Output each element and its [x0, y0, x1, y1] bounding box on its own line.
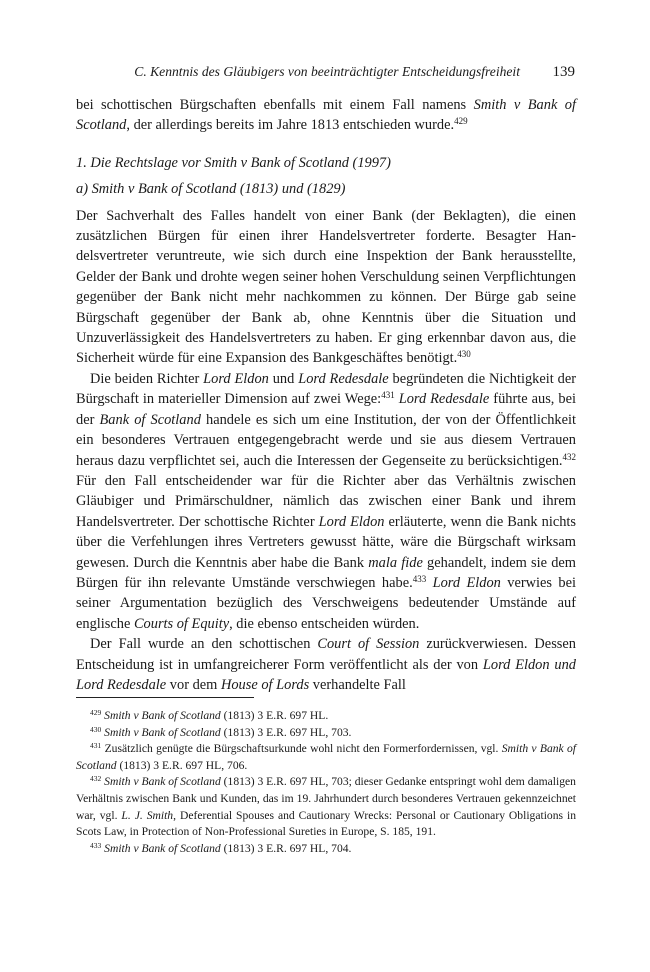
text-run: und — [268, 370, 299, 387]
case-name: Smith v Bank of Scotland — [104, 841, 221, 855]
case-name: Smith v Bank of Scotland — [76, 742, 577, 772]
footnote-ref: 429 — [454, 116, 468, 127]
text-run: verwies bei seiner Argumentation bezüglich des Verschweigens bedeutender Umstände auf englische — [76, 574, 577, 632]
text-run: verhandelte Fall — [309, 676, 406, 693]
case-name: Smith v Bank of Scotland — [76, 97, 576, 134]
text-run: , der allerdings bereits im Jahre 1813 entschieden wurde. — [126, 117, 455, 134]
court-name: House of Lords — [220, 676, 310, 693]
judge-name: Lord Redesdale — [298, 370, 389, 387]
text-run: Die beiden Richter — [90, 370, 204, 387]
text-run: vor dem — [166, 676, 221, 693]
intro-paragraph — [76, 95, 576, 136]
section-heading: 1. Die Rechtslage vor Smith v Bank of Scotland (1997) — [76, 154, 391, 171]
footnote-ref: 433 — [412, 573, 427, 584]
footnotes — [76, 708, 576, 857]
text-run: gehandelt, indem sie dem Bürgen für ihn relevante Umstände verschwiegen habe. — [76, 554, 576, 591]
footnote-number: 432 — [90, 774, 102, 784]
judge-name: Lord Redesdale — [398, 391, 490, 408]
footnote-number: 431 — [90, 741, 102, 751]
footnote — [76, 725, 576, 742]
text-run: (1813) 3 E.R. 697 HL, 703; dieser Gedanke entspringt wohl dem damaligen Verhältnis zwischen Bank und Kunden, das im 19. Jahrhundert durch besonderes Vertrauen gekennzeichnet war, vgl. — [76, 775, 576, 822]
paragraph-reasoning — [76, 369, 576, 634]
judge-name: Lord Eldon — [432, 574, 501, 591]
text-run: handele es sich um eine Institution, der von der Öffentlichkeit ein besonderes Vertrauen entgegengebracht werde und sie aus diesem Vertrauen heraus dazu verpflichtet sei, auch die Interessen der Gegenseite zu berücksichtigen. — [76, 411, 576, 469]
footnote-ref: 431 — [381, 390, 395, 401]
text-run: begründeten die Nichtigkeit der Bürgschaft in materieller Dimension auf zwei Wege: — [76, 370, 576, 408]
case-name: Smith v Bank of Scotland — [104, 709, 221, 722]
court-name: Court of Session — [317, 636, 420, 653]
page-number: 139 — [552, 64, 575, 80]
paragraph-facts — [76, 206, 576, 369]
text-run: bei schottischen Bürgschaften ebenfalls mit einem Fall namens — [76, 97, 474, 113]
text-run: (1813) 3 E.R. 697 HL. — [220, 709, 329, 722]
judge-name: Lord Eldon — [203, 370, 269, 387]
footnote — [76, 741, 576, 774]
main-text — [76, 95, 576, 695]
footnote — [76, 841, 576, 858]
text-run: zurückverwiesen. Dessen Entscheidung ist in umfangreicherer Form veröffentlicht als der von — [76, 636, 576, 673]
case-name: Smith v Bank of Scotland — [104, 775, 221, 789]
judge-names: Lord Eldon und Lord Redesdale — [76, 656, 576, 693]
footnote-separator — [76, 697, 254, 698]
footnote-ref: 432 — [562, 451, 576, 462]
text-run: , Deferential Spouses and Cautionary Wrecks: Personal or Cautionary Obligations in Scots Law, in Protection of Non-Professional Sureties in Europe, S. 185, 191. — [76, 808, 576, 839]
text-run: (1813) 3 E.R. 697 HL, 703. — [220, 725, 352, 739]
running-head — [76, 60, 575, 84]
text-run: (1813) 3 E.R. 697 HL, 704. — [220, 841, 352, 855]
text-run: , die ebenso entscheiden würden. — [229, 615, 420, 632]
footnote — [76, 708, 576, 725]
court-name: Courts of Equity — [133, 615, 230, 632]
paragraph-remand — [76, 634, 576, 695]
subsection-heading: a) Smith v Bank of Scotland (1813) und (1829) — [76, 181, 346, 198]
text-run: führte aus, bei der — [76, 391, 576, 428]
text-run: Für den Fall entscheidender war für die Richter aber das Verhältnis zwischen Gläubiger und Primärschuldner, nämlich das zwischen einer Bank und ihrem Handelsvertreter. Der schottische Richter — [76, 472, 576, 530]
text-run: erläuterte, wenn die Bank nichts über die Verfehlungen ihres Vertreters gewusst hätte, wäre die Bürgschaft wirksam gewesen. Durch die Kenntnis aber habe die Bank — [76, 513, 577, 571]
footnote-number: 433 — [90, 840, 102, 850]
text-run: Der Sachverhalt des Falles handelt von einer Bank (der Beklagten), die einen zusätzlichen Bürgen für einen ihrer Handelsvertreter forderte. Besagter Handelsvertreter veruntreute, wie sich durch eine Inspektion der Bank herausstellte, Gelder der Bank und drohte wegen seiner hohen Verschuldung seinen Verpflichtungen gegenüber der Bank nicht mehr nachkommen zu können. Der Bürge gab seine Bürgschaft gegenüber der Bank ab, ohne Kenntnis über die Situation und Unzuverlässigkeit des Handelsvertreters zu haben. Er ging erkennbar davon aus, die Sicherheit würde für eine Expansion des Bankgeschäftes benötigt. — [76, 207, 576, 367]
case-name: Smith v Bank of Scotland — [104, 725, 221, 739]
text-run: Der Fall wurde an den schottischen — [90, 636, 318, 653]
bank-name: Bank of Scotland — [99, 411, 201, 428]
text-run: (1813) 3 E.R. 697 HL, 706. — [116, 758, 248, 772]
footnote-ref: 430 — [457, 349, 471, 360]
judge-name: Lord Eldon — [318, 513, 385, 530]
footnote — [76, 774, 576, 840]
author-name: L. J. Smith — [121, 808, 174, 822]
text-run: Zusätzlich genügte die Bürgschaftsurkunde wohl nicht den Formerfordernissen, vgl. — [104, 742, 502, 756]
footnote-number: 429 — [90, 708, 102, 717]
running-title: C. Kenntnis des Gläubigers von beeinträchtigter Entscheidungsfreiheit — [134, 64, 520, 79]
footnote-number: 430 — [90, 724, 102, 734]
latin-term: mala fide — [368, 554, 423, 571]
